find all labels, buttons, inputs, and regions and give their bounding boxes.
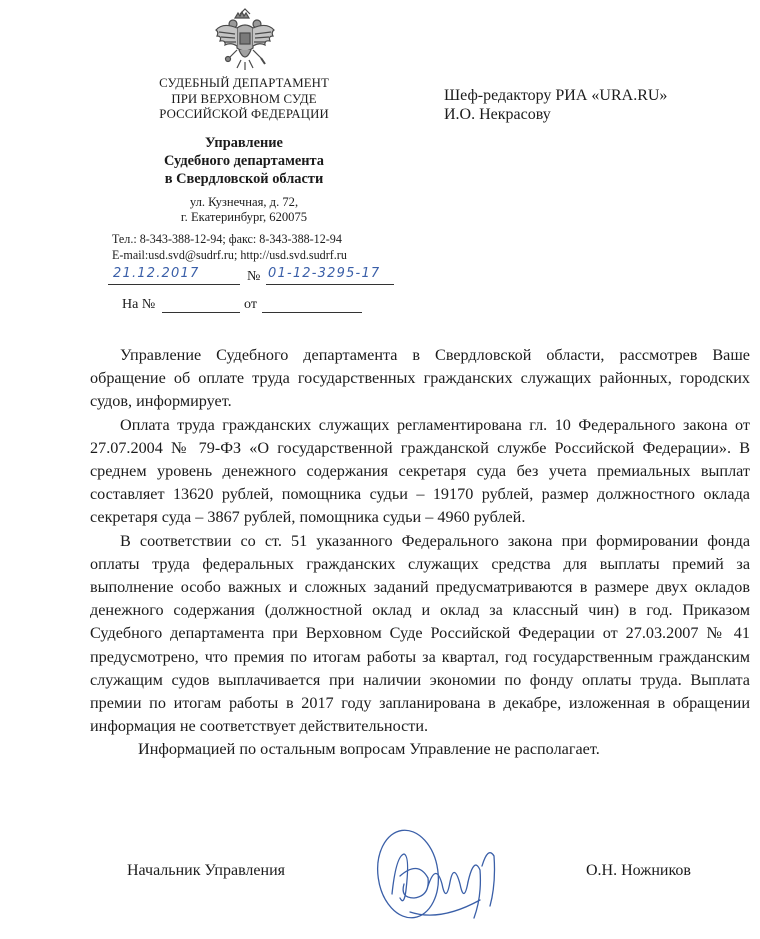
addressee-name: И.О. Некрасову — [444, 106, 551, 123]
outgoing-registration — [108, 266, 398, 288]
department-line: СУДЕБНЫЙ ДЕПАРТАМЕНТ — [159, 76, 329, 90]
department-line: ПРИ ВЕРХОВНОМ СУДЕ — [171, 91, 317, 106]
double-headed-eagle-emblem-icon — [213, 8, 277, 74]
body-paragraph: Управление Судебного департамента в Свердловской области, рассмотрев Ваше обращение об оплате труда государственных гражданских служащих районных, городских судов, информирует. — [90, 346, 750, 411]
letter-body — [90, 344, 750, 762]
addressee-position: Шеф-редактору РИА «URA.RU» — [444, 87, 668, 104]
office-name — [118, 134, 370, 188]
office-line: Судебного департамента — [164, 153, 324, 169]
phone-fax: Тел.: 8-343-388-12-94; факс: 8-343-388-12-94 — [112, 232, 342, 246]
handwritten-signature-icon — [370, 826, 520, 934]
incoming-number-blank — [162, 312, 240, 313]
office-address — [118, 195, 370, 225]
signatory-name: О.Н. Ножников — [586, 862, 691, 879]
body-paragraph: В соответствии со ст. 51 указанного Федерального закона при формировании фонда оплаты труда федеральных гражданских служащих средства для выплаты премий за выполнение особо важных и сложных заданий предусматриваются в размере двух окладов денежного содержания (должностной оклад и оклад за классный чин) в год. Приказом Судебного департамента при Верховном Суде Российской Федерации от 27.03.2007 № 41 предусмотрено, что премия по итогам работы за квартал, год государственным гражданским служащим судов выплачивается при наличии экономии по фонду оплаты труда. Выплата премии по итогам работы в 2017 году запланирована в декабре, изложенная в обращении информация не соответствует действительности. — [90, 531, 750, 736]
outgoing-date: 21.12.2017 — [113, 266, 200, 281]
office-contacts — [112, 232, 392, 263]
department-line: РОССИЙСКОЙ ФЕДЕРАЦИИ — [159, 107, 329, 121]
body-paragraph: Информацией по остальным вопросам Управление не располагает. — [138, 740, 600, 759]
email-website: E-mail:usd.svd@sudrf.ru; http://usd.svd.sudrf.ru — [112, 247, 347, 262]
incoming-date-blank — [262, 312, 362, 313]
addressee — [444, 86, 744, 124]
department-name — [118, 76, 370, 123]
incoming-from-label: от — [244, 297, 257, 312]
office-line: в Свердловской области — [164, 171, 324, 187]
address-line: г. Екатеринбург, 620075 — [180, 210, 308, 224]
office-line: Управление — [205, 135, 283, 151]
number-underline — [266, 284, 394, 285]
outgoing-number: 01-12-3295-17 — [268, 266, 381, 281]
date-underline — [108, 284, 240, 285]
incoming-reference — [122, 297, 382, 317]
address-line: ул. Кузнечная, д. 72, — [189, 195, 299, 209]
body-paragraph: Оплата труда гражданских служащих регламентирована гл. 10 Федерального закона от 27.07.2004 № 79-ФЗ «О государственной гражданской службе Российской Федерации». В среднем уровень денежного содержания секретаря суда без учета премиальных выплат составляет 13620 рублей, помощника судьи – 19170 рублей, размер должностного оклада секретаря суда – 3867 рублей, помощника судьи – 4960 рублей. — [90, 415, 750, 527]
incoming-number-label: На № — [122, 297, 156, 312]
number-sign: № — [247, 269, 261, 284]
signatory-title: Начальник Управления — [127, 862, 285, 879]
